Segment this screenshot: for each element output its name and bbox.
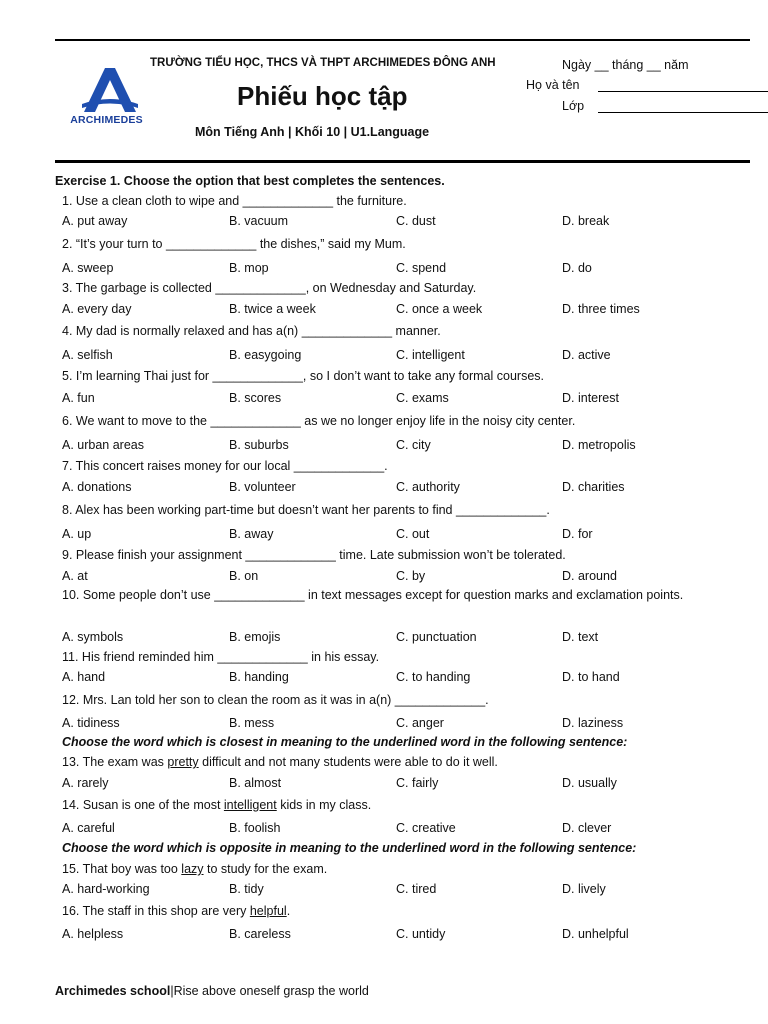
footer-slogan: Rise above oneself grasp the world xyxy=(173,984,369,998)
option[interactable]: C. fairly xyxy=(396,776,439,790)
option[interactable]: A. rarely xyxy=(62,776,109,790)
option[interactable]: C. out xyxy=(396,527,430,541)
option[interactable]: C. punctuation xyxy=(396,630,477,644)
question-text: 9. Please finish your assignment _____________ time. Late submission won’t be tolerated. xyxy=(62,548,566,562)
option[interactable]: A. tidiness xyxy=(62,716,120,730)
option[interactable]: A. careful xyxy=(62,821,115,835)
question-text: 8. Alex has been working part-time but doesn’t want her parents to find _____________. xyxy=(62,503,550,517)
option[interactable]: C. exams xyxy=(396,391,449,405)
question-fragment: 15. That boy was too xyxy=(62,862,182,876)
option[interactable]: B. handing xyxy=(229,670,289,684)
option[interactable]: C. untidy xyxy=(396,927,446,941)
question-text: 12. Mrs. Lan told her son to clean the room as it was in a(n) _____________. xyxy=(62,693,489,707)
logo-text: ARCHIMEDES xyxy=(70,114,143,126)
option[interactable]: B. vacuum xyxy=(229,214,289,228)
question-fragment: difficult and not many students were able to do it well. xyxy=(198,755,498,769)
option[interactable]: B. almost xyxy=(229,776,282,790)
footer-school: Archimedes school xyxy=(55,984,171,998)
question-fragment: . xyxy=(286,904,291,918)
school-name: TRƯỜNG TIỂU HỌC, THCS VÀ THPT ARCHIMEDES ĐÔNG ANH xyxy=(150,57,496,69)
question-text: 7. This concert raises money for our local _____________. xyxy=(62,459,388,473)
underlined-word: pretty xyxy=(167,755,199,769)
name-label: Họ và tên xyxy=(526,78,580,92)
option[interactable]: A. at xyxy=(62,569,88,583)
option[interactable]: D. three times xyxy=(562,302,640,316)
option[interactable]: A. put away xyxy=(62,214,128,228)
question-text: 3. The garbage is collected _____________, on Wednesday and Saturday. xyxy=(62,281,477,295)
option[interactable]: B. away xyxy=(229,527,274,541)
option[interactable]: C. spend xyxy=(396,261,447,275)
question-fragment: 16. The staff in this shop are very xyxy=(62,904,250,918)
option[interactable]: B. suburbs xyxy=(229,438,289,452)
exercise-title: Exercise 1. Choose the option that best completes the sentences. xyxy=(55,174,445,188)
option[interactable]: B. easygoing xyxy=(229,348,302,362)
option[interactable]: A. up xyxy=(62,527,92,541)
instruction-antonym: Choose the word which is opposite in meaning to the underlined word in the following sentence: xyxy=(62,841,637,855)
option[interactable]: D. around xyxy=(562,569,617,583)
question-text xyxy=(62,862,327,876)
option[interactable]: D. charities xyxy=(562,480,625,494)
underlined-word: intelligent xyxy=(223,798,277,812)
class-label: Lớp xyxy=(562,99,585,113)
option[interactable]: C. tired xyxy=(396,882,437,896)
top-rule xyxy=(55,39,750,41)
option[interactable]: A. hand xyxy=(62,670,106,684)
question-text: 1. Use a clean cloth to wipe and _____________ the furniture. xyxy=(62,194,407,208)
question-fragment: to study for the exam. xyxy=(203,862,328,876)
page-title: Phiếu học tập xyxy=(237,81,408,111)
option[interactable]: C. once a week xyxy=(396,302,483,316)
option[interactable]: A. donations xyxy=(62,480,132,494)
question-fragment: 14. Susan is one of the most xyxy=(62,798,224,812)
option[interactable]: D. metropolis xyxy=(562,438,636,452)
option[interactable]: B. emojis xyxy=(229,630,281,644)
option[interactable]: C. city xyxy=(396,438,431,452)
option[interactable]: D. for xyxy=(562,527,593,541)
option[interactable]: B. foolish xyxy=(229,821,281,835)
option[interactable]: C. anger xyxy=(396,716,444,730)
question-text: 5. I’m learning Thai just for _____________, so I don’t want to take any formal courses. xyxy=(62,369,544,383)
option[interactable]: B. volunteer xyxy=(229,480,296,494)
option[interactable]: C. to handing xyxy=(396,670,471,684)
question-text: 11. His friend reminded him _____________ in his essay. xyxy=(62,650,380,664)
question-text xyxy=(62,904,290,918)
option[interactable]: D. clever xyxy=(562,821,612,835)
option[interactable]: D. break xyxy=(562,214,610,228)
option[interactable]: B. tidy xyxy=(229,882,264,896)
option[interactable]: D. unhelpful xyxy=(562,927,629,941)
option[interactable]: D. laziness xyxy=(562,716,624,730)
instruction-synonym: Choose the word which is closest in meaning to the underlined word in the following sentence: xyxy=(62,735,628,749)
option[interactable]: B. mess xyxy=(229,716,275,730)
option[interactable]: B. careless xyxy=(229,927,291,941)
option[interactable]: A. symbols xyxy=(62,630,124,644)
option[interactable]: B. scores xyxy=(229,391,282,405)
question-text: 2. “It’s your turn to _____________ the dishes,” said my Mum. xyxy=(62,237,406,251)
option[interactable]: A. fun xyxy=(62,391,95,405)
option[interactable]: C. dust xyxy=(396,214,436,228)
option[interactable]: A. every day xyxy=(62,302,132,316)
option[interactable]: A. hard-working xyxy=(62,882,150,896)
question-text xyxy=(62,755,498,769)
question-text: 10. Some people don’t use _____________ in text messages except for question marks and exclamation points. xyxy=(62,588,684,602)
option[interactable]: B. mop xyxy=(229,261,269,275)
option[interactable]: D. usually xyxy=(562,776,617,790)
footer-separator: | xyxy=(170,984,174,998)
option[interactable]: D. interest xyxy=(562,391,619,405)
question-text: 6. We want to move to the _____________ as we no longer enjoy life in the noisy city center. xyxy=(62,414,576,428)
subject-line: Môn Tiếng Anh | Khối 10 | U1.Language xyxy=(195,125,430,139)
option[interactable]: C. authority xyxy=(396,480,460,494)
question-text xyxy=(62,798,371,812)
option[interactable]: D. text xyxy=(562,630,599,644)
option[interactable]: D. do xyxy=(562,261,592,275)
question-fragment: kids in my class. xyxy=(276,798,372,812)
class-blank xyxy=(598,112,768,113)
date-line: Ngày __ tháng __ năm xyxy=(562,58,689,72)
name-blank xyxy=(598,91,768,92)
option[interactable]: D. to hand xyxy=(562,670,620,684)
option[interactable]: C. by xyxy=(396,569,426,583)
option[interactable]: A. sweep xyxy=(62,261,114,275)
header-rule xyxy=(55,160,750,163)
underlined-word: lazy xyxy=(181,862,204,876)
option[interactable]: A. helpless xyxy=(62,927,124,941)
option[interactable]: C. intelligent xyxy=(396,348,465,362)
question-fragment: 13. The exam was xyxy=(62,755,168,769)
option[interactable]: A. urban areas xyxy=(62,438,144,452)
question-text: 4. My dad is normally relaxed and has a(n) _____________ manner. xyxy=(62,324,441,338)
option[interactable]: D. active xyxy=(562,348,611,362)
underlined-word: helpful xyxy=(249,904,287,918)
option[interactable]: C. creative xyxy=(396,821,456,835)
option[interactable]: B. on xyxy=(229,569,259,583)
option[interactable]: B. twice a week xyxy=(229,302,316,316)
footer xyxy=(55,984,369,998)
option[interactable]: D. lively xyxy=(562,882,606,896)
option[interactable]: A. selfish xyxy=(62,348,113,362)
